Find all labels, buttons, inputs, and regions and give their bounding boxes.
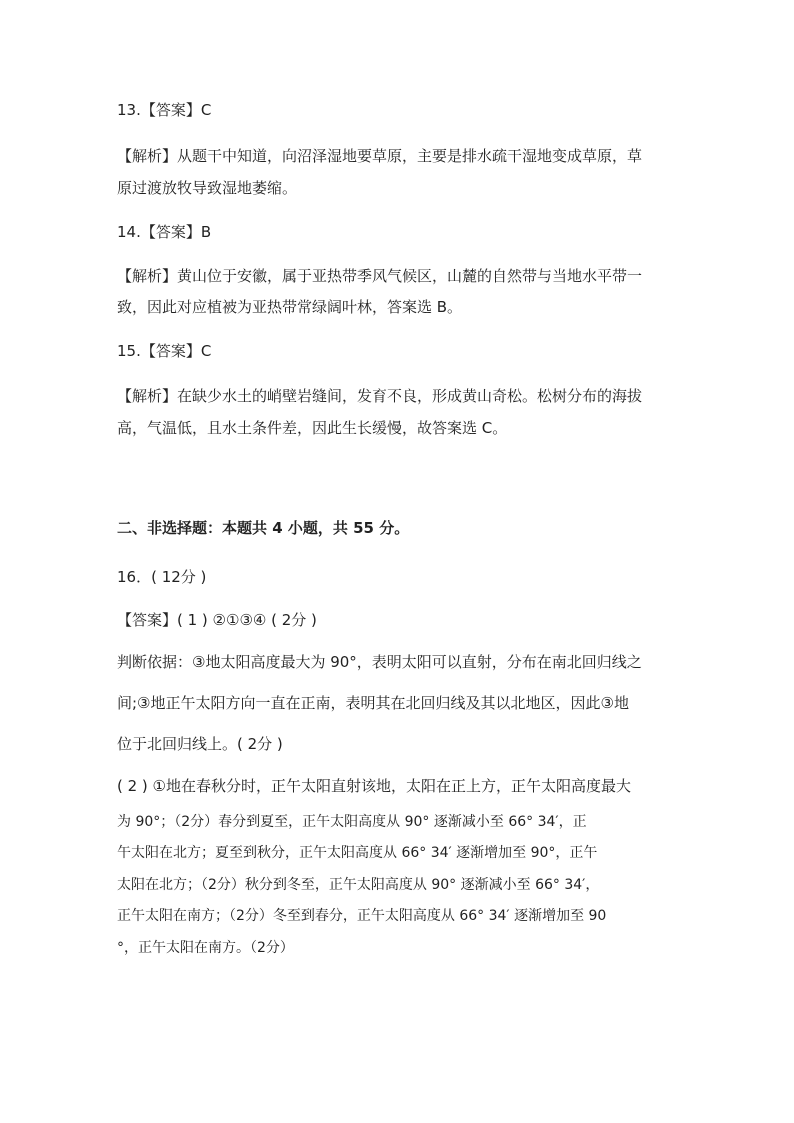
q13-analysis-line-1: 【解析】从题干中知道，向沼泽湿地要草原，主要是排水疏干湿地变成草原，草 xyxy=(117,147,643,165)
q16-part2-line-6: °，正午太阳在南方。（2分） xyxy=(117,940,294,956)
q16-part2-line-3: 午太阳在北方；夏至到秋分，正午太阳高度从 66° 34′ 逐渐增加至 90°，正午 xyxy=(117,845,598,861)
q15-analysis-line-2: 高，气温低，且水土条件差，因此生长缓慢，故答案选 C。 xyxy=(117,419,508,437)
q15-answer: 15.【答案】C xyxy=(117,342,212,360)
q16-basis-line-2: 间;③地正午太阳方向一直在正南，表明其在北回归线及其以北地区，因此③地 xyxy=(117,694,629,712)
q16-title: 16．( 12分 ) xyxy=(117,568,207,586)
q14-analysis-line-1: 【解析】黄山位于安徽，属于亚热带季风气候区，山麓的自然带与当地水平带一 xyxy=(117,267,643,285)
q14-analysis-line-2: 致，因此对应植被为亚热带常绿阔叶林，答案选 B。 xyxy=(117,298,463,316)
q16-basis-line-1: 判断依据：③地太阳高度最大为 90°，表明太阳可以直射，分布在南北回归线之 xyxy=(117,653,642,671)
section-heading: 二、非选择题：本题共 4 小题，共 55 分。 xyxy=(117,519,410,537)
q16-answer-part-1: 【答案】( 1 ) ②①③④ ( 2分 ) xyxy=(117,611,317,629)
q16-part2-line-2: 为 90°；（2分）春分到夏至，正午太阳高度从 90° 逐渐减小至 66° 34′，正 xyxy=(117,814,587,830)
q14-answer: 14.【答案】B xyxy=(117,223,212,241)
q16-basis-line-3: 位于北回归线上。( 2分 ) xyxy=(117,735,283,753)
q16-part2-line-4: 太阳在北方；（2分）秋分到冬至，正午太阳高度从 90° 逐渐减小至 66° 34′， xyxy=(117,877,600,893)
q15-analysis-line-1: 【解析】在缺少水土的峭壁岩缝间，发育不良，形成黄山奇松。松树分布的海拔 xyxy=(117,387,643,405)
q16-part2-line-1: ( 2 ) ①地在春秋分时，正午太阳直射该地，太阳在正上方，正午太阳高度最大 xyxy=(117,777,632,795)
q16-part2-line-5: 正午太阳在南方；（2分）冬至到春分，正午太阳高度从 66° 34′ 逐渐增加至 90 xyxy=(117,908,607,924)
q13-answer: 13.【答案】C xyxy=(117,101,212,119)
q13-analysis-line-2: 原过渡放牧导致湿地萎缩。 xyxy=(117,179,298,197)
